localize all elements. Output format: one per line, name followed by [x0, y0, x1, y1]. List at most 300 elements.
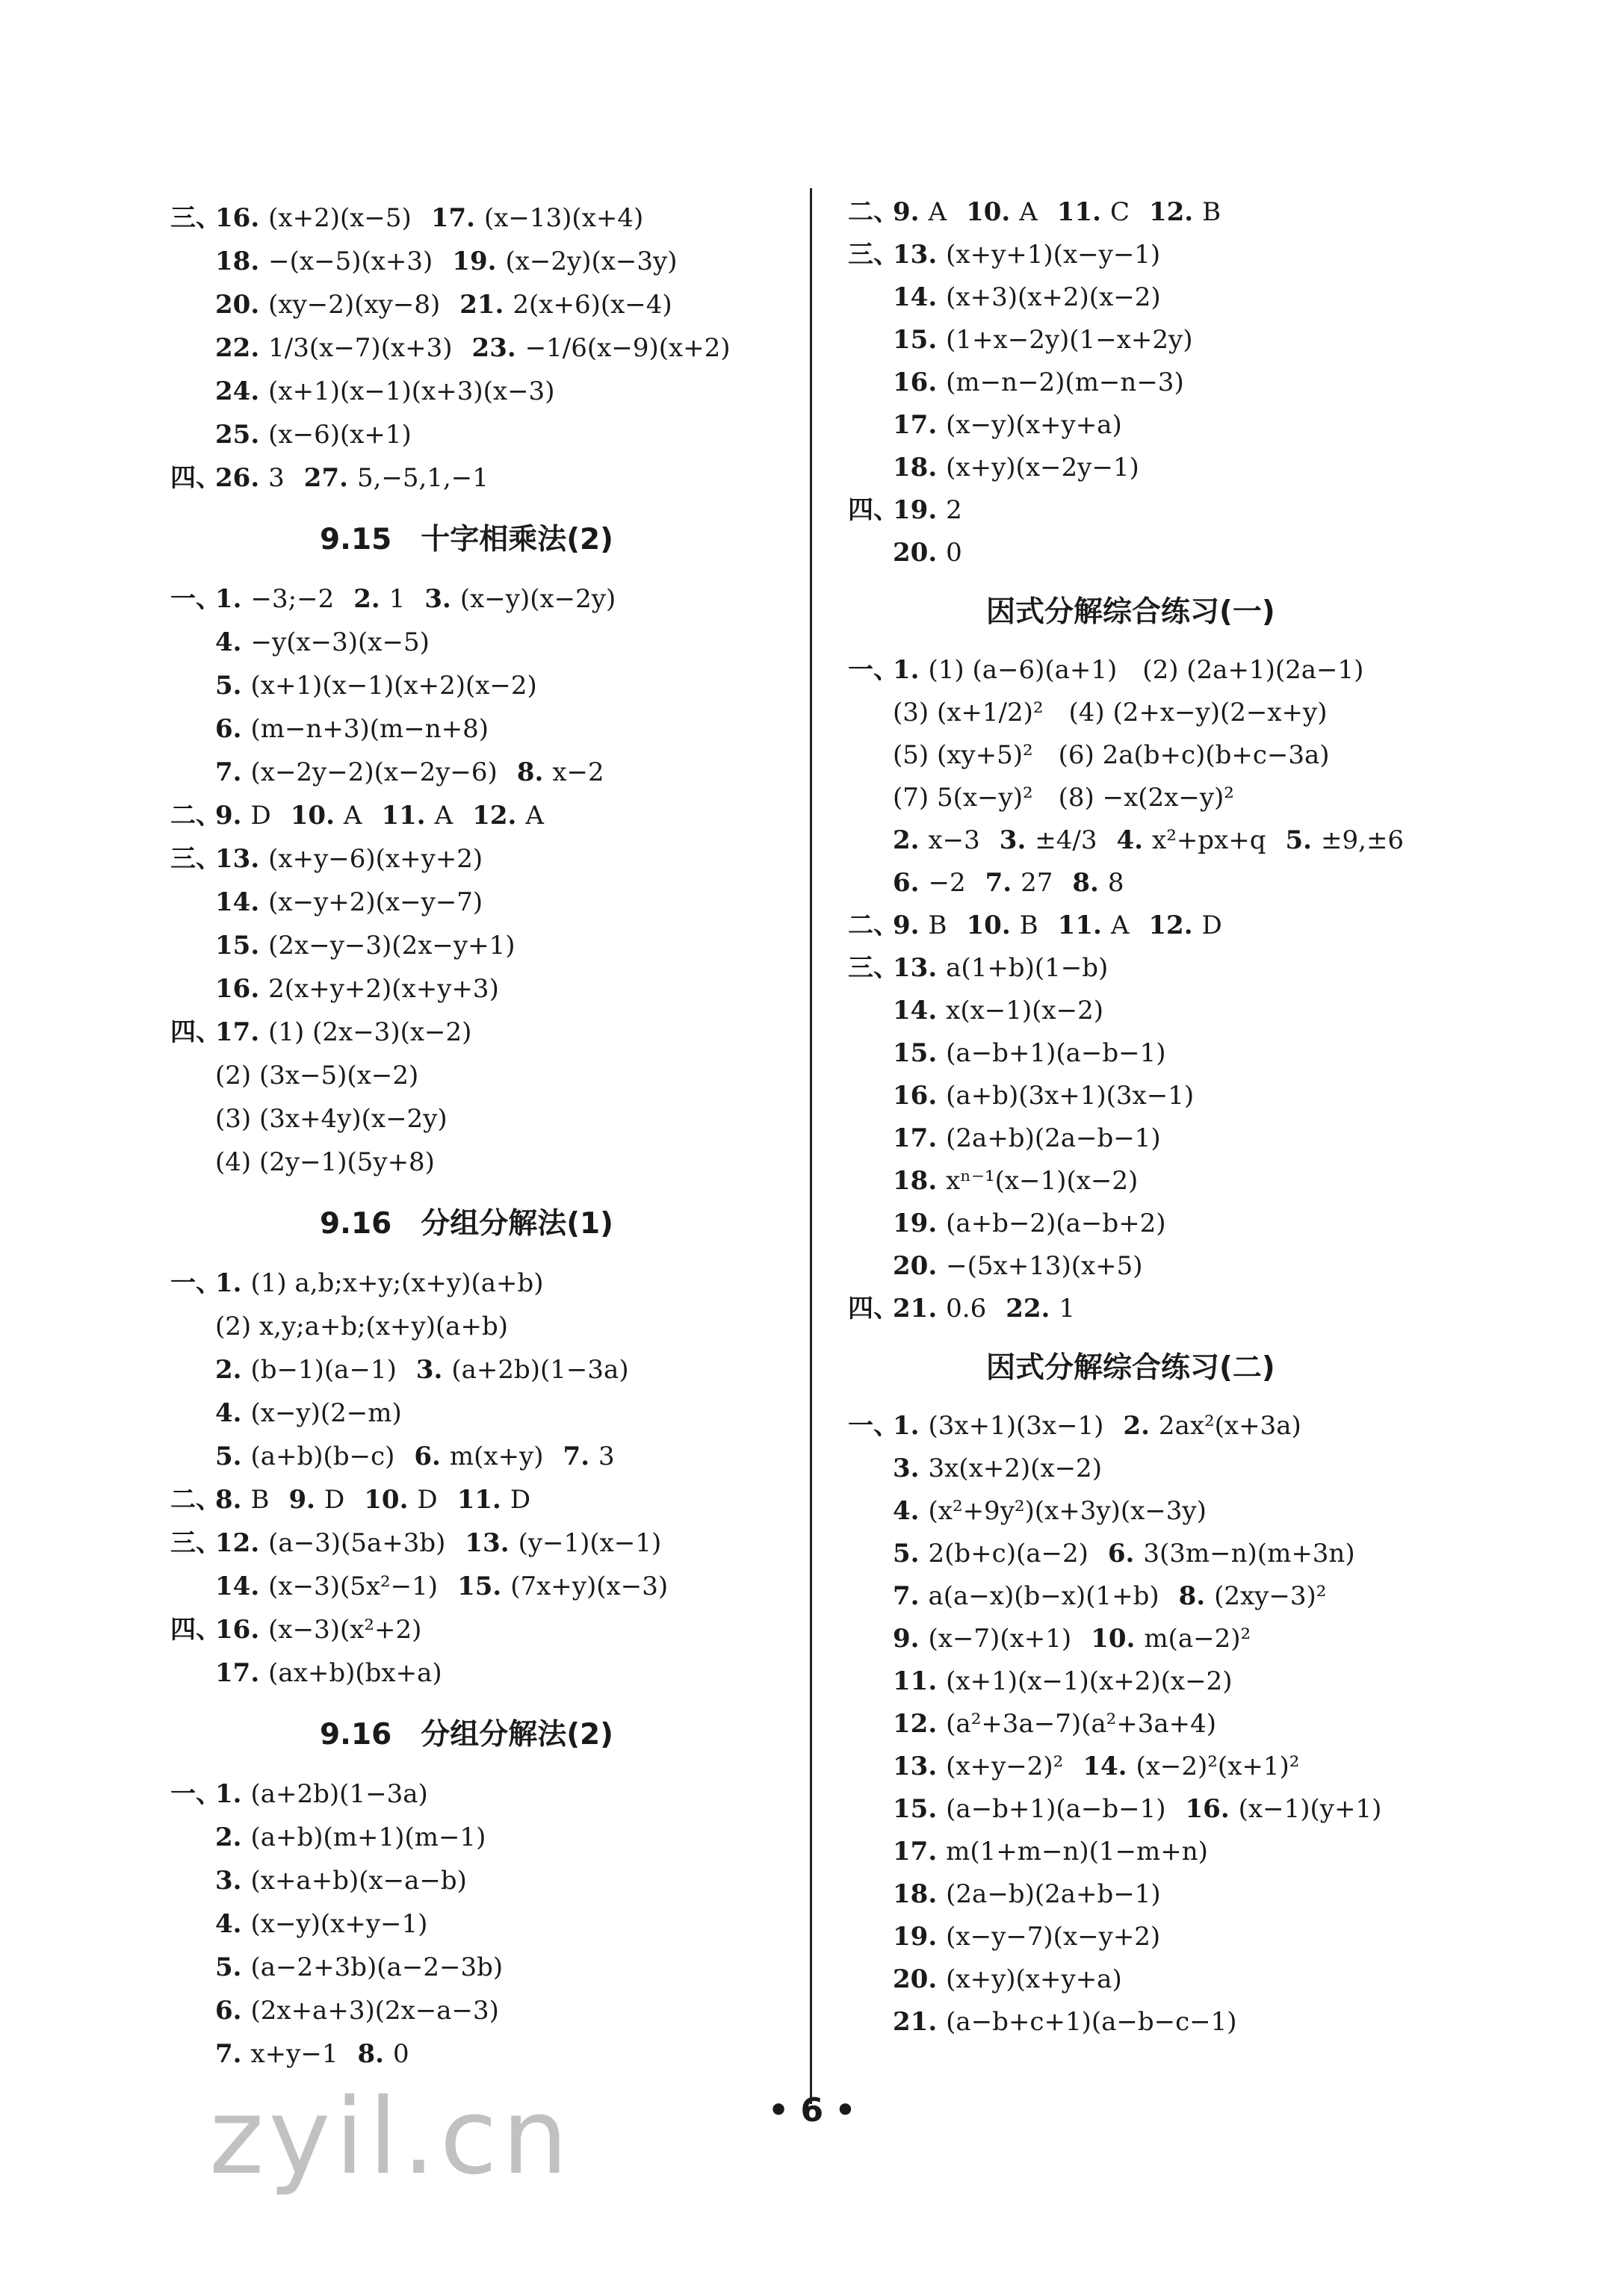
- answer-item: [893, 1166, 1138, 1196]
- answer-line: [170, 202, 643, 235]
- question-number: 11.: [1056, 197, 1101, 227]
- part-label: 一、: [170, 584, 221, 614]
- answer-line: [170, 1821, 486, 1854]
- question-number: 8.: [1178, 1581, 1206, 1611]
- question-number: 8.: [215, 1485, 242, 1515]
- answer-line: [170, 1994, 499, 2027]
- answer-text: (3) (3x+4y)(x−2y): [215, 1104, 448, 1134]
- question-number: 17.: [215, 1658, 260, 1688]
- question-number: 9.: [893, 1624, 920, 1654]
- answer-item: [966, 197, 1038, 227]
- answer-line: [170, 1613, 421, 1646]
- answer-line: [848, 1495, 1207, 1527]
- answer-text: (a+b−2)(a−b+2): [946, 1208, 1166, 1238]
- question-number: 4.: [1116, 825, 1144, 855]
- answer-text: 3(3m−n)(m+3n): [1143, 1539, 1355, 1569]
- question-number: 9.: [893, 197, 920, 227]
- question-number: 18.: [215, 246, 260, 276]
- answer-item: [215, 1996, 499, 2026]
- answer-item: [893, 868, 966, 898]
- question-number: 3.: [893, 1453, 920, 1483]
- answer-line: [848, 654, 1363, 686]
- answer-line: [170, 418, 412, 451]
- answer-line: [170, 1102, 448, 1135]
- answer-text: (x+1)(x−1)(x+2)(x−2): [250, 671, 537, 701]
- answer-text: 2: [946, 495, 962, 525]
- answer-text: (3) (x+1/2)² (4) (2+x−y)(2−x+y): [893, 698, 1328, 727]
- answer-text: (3x+1)(3x−1): [928, 1411, 1104, 1441]
- answer-text: A: [1019, 197, 1038, 227]
- answer-text: (2) x,y;a+b;(x+y)(a+b): [215, 1312, 509, 1341]
- answer-item: [215, 1398, 402, 1428]
- question-number: 16.: [1185, 1794, 1230, 1824]
- section-heading: 因式分解综合练习(一): [986, 595, 1275, 629]
- question-number: 4.: [215, 1909, 242, 1939]
- answer-line: [170, 756, 604, 789]
- part-label: 四、: [170, 463, 221, 493]
- question-number: 6.: [1107, 1539, 1135, 1569]
- answer-text: (x+y−2)²: [946, 1752, 1064, 1781]
- answer-item: [893, 453, 1139, 483]
- answer-text: x−2: [552, 757, 604, 787]
- answer-text: A: [343, 801, 362, 831]
- answer-text: (a+2b)(1−3a): [451, 1355, 629, 1385]
- answer-text: (a−b+c+1)(a−b−c−1): [946, 2007, 1237, 2037]
- answer-line: [848, 866, 1124, 899]
- question-number: 4.: [215, 627, 242, 657]
- answer-text: −(5x+13)(x+5): [946, 1251, 1143, 1281]
- part-label: 一、: [170, 1268, 221, 1298]
- answer-text: B: [1202, 197, 1221, 227]
- answer-text: (x−y)(x−2y): [459, 584, 616, 614]
- question-number: 8.: [357, 2039, 384, 2069]
- answer-line: [848, 1452, 1102, 1485]
- answer-text: (a+b)(b−c): [250, 1442, 395, 1471]
- answer-text: (b−1)(a−1): [250, 1355, 397, 1385]
- part-label: 二、: [170, 801, 221, 831]
- answer-item: [215, 1658, 442, 1688]
- question-number: 17.: [893, 1837, 938, 1867]
- answer-item: [517, 757, 604, 787]
- answer-text: (x−2y−2)(x−2y−6): [250, 757, 498, 787]
- question-number: 26.: [215, 463, 260, 493]
- answer-line: [170, 462, 489, 494]
- question-number: 10.: [966, 910, 1011, 940]
- answer-text: A: [1110, 910, 1130, 940]
- answer-line: [170, 2038, 409, 2070]
- answer-text: 1/3(x−7)(x+3): [268, 333, 453, 363]
- watermark: zyil.cn: [209, 2076, 573, 2198]
- part-label: 四、: [848, 1294, 899, 1324]
- answer-item: [416, 1355, 629, 1385]
- answer-line: [848, 238, 1160, 271]
- answer-text: m(1+m−n)(1−m+n): [946, 1837, 1208, 1867]
- answer-line: [170, 1951, 503, 1984]
- answer-text: A: [928, 197, 947, 227]
- answer-item: [893, 1666, 1232, 1696]
- answer-item: [472, 333, 731, 363]
- answer-line: [848, 1835, 1208, 1868]
- answer-line: [170, 245, 678, 278]
- answer-text: (x−y−7)(x−y+2): [946, 1922, 1161, 1952]
- question-number: 13.: [215, 844, 260, 874]
- answer-item: [358, 2039, 409, 2069]
- answer-text: (7x+y)(x−3): [510, 1571, 669, 1601]
- answer-line: [170, 1483, 530, 1516]
- answer-item: [215, 203, 412, 233]
- answer-text: (m−n−2)(m−n−3): [946, 367, 1184, 397]
- question-number: 15.: [457, 1571, 502, 1601]
- answer-line: [170, 1864, 467, 1897]
- answer-item: [1000, 825, 1097, 855]
- answer-item: [1057, 197, 1130, 227]
- answer-text: (x−y)(x+y+a): [946, 410, 1122, 440]
- question-number: 17.: [893, 1123, 938, 1153]
- answer-item: [215, 290, 440, 320]
- question-number: 20.: [893, 538, 938, 568]
- answer-text: (x+3)(x+2)(x−2): [946, 282, 1161, 312]
- answer-line: [170, 1527, 661, 1560]
- part-label: 二、: [848, 910, 899, 940]
- answer-text: (x+y+1)(x−y−1): [946, 240, 1161, 270]
- question-number: 15.: [215, 931, 260, 961]
- answer-text: (1+x−2y)(1−x+2y): [946, 325, 1193, 355]
- answer-line: [848, 1037, 1166, 1070]
- answer-item: [563, 1442, 615, 1471]
- answer-line: [170, 1016, 471, 1049]
- part-label: 三、: [170, 203, 221, 233]
- answer-item: [215, 1909, 427, 1939]
- answer-line: [848, 1292, 1075, 1325]
- question-number: 1.: [215, 1268, 242, 1298]
- answer-text: 2(b+c)(a−2): [928, 1539, 1089, 1569]
- answer-line: [170, 1657, 442, 1690]
- question-number: 19.: [452, 246, 497, 276]
- answer-text: −y(x−3)(x−5): [250, 627, 430, 657]
- answer-item: [414, 1442, 543, 1471]
- question-number: 11.: [893, 1666, 938, 1696]
- answer-text: 2ax²(x+3a): [1158, 1411, 1301, 1441]
- question-number: 16.: [215, 974, 260, 1004]
- answer-line: [170, 332, 731, 364]
- answer-item: [893, 953, 1108, 983]
- answer-item: [1186, 1794, 1382, 1824]
- answer-item: [215, 1355, 397, 1385]
- question-number: 27.: [303, 463, 348, 493]
- answer-text: (a−b+1)(a−b−1): [946, 1794, 1166, 1824]
- part-label: 二、: [170, 1485, 221, 1515]
- question-number: 2.: [893, 825, 920, 855]
- answer-item: [1286, 825, 1405, 855]
- answer-item: [215, 714, 489, 744]
- answer-text: (a−3)(5a+3b): [268, 1528, 446, 1558]
- answer-item: [893, 1794, 1166, 1824]
- question-number: 13.: [893, 953, 938, 983]
- answer-text: (2a−b)(2a+b−1): [946, 1879, 1161, 1909]
- question-number: 17.: [430, 203, 475, 233]
- answer-text: (a+2b)(1−3a): [250, 1779, 428, 1809]
- answer-item: [431, 203, 643, 233]
- answer-item: [1091, 1624, 1251, 1654]
- answer-text: (m−n+3)(m−n+8): [250, 714, 489, 744]
- question-number: 8.: [516, 757, 544, 787]
- answer-line: [848, 1164, 1138, 1197]
- question-number: 13.: [893, 1752, 938, 1781]
- answer-text: (x−3)(x²+2): [268, 1615, 422, 1645]
- question-number: 15.: [893, 1038, 938, 1068]
- question-number: 14.: [893, 282, 938, 312]
- question-number: 10.: [290, 801, 335, 831]
- answer-text: x−3: [928, 825, 980, 855]
- answer-text: B: [250, 1485, 270, 1515]
- answer-text: m(x+y): [449, 1442, 544, 1471]
- answer-item: [215, 1312, 508, 1341]
- answer-text: (x−6)(x+1): [268, 420, 412, 450]
- answer-text: (4) (2y−1)(5y+8): [215, 1147, 435, 1177]
- answer-item: [893, 1922, 1160, 1952]
- answer-line: [848, 1622, 1251, 1655]
- section-heading: 9.16 分组分解法(2): [320, 1718, 614, 1752]
- answer-line: [848, 366, 1184, 399]
- answer-text: (x−1)(y+1): [1238, 1794, 1382, 1824]
- question-number: 18.: [893, 1166, 938, 1196]
- answer-item: [1117, 825, 1266, 855]
- question-number: 9.: [288, 1485, 315, 1515]
- answer-item: [215, 887, 483, 917]
- answer-item: [1123, 1411, 1301, 1441]
- answer-text: −3;−2: [250, 584, 335, 614]
- part-label: 三、: [848, 953, 899, 983]
- answer-item: [893, 1038, 1166, 1068]
- answer-item: [893, 1453, 1102, 1483]
- answer-item: [893, 1539, 1089, 1569]
- answer-item: [215, 1528, 445, 1558]
- answer-item: [291, 801, 362, 831]
- answer-item: [215, 1017, 471, 1047]
- answer-text: 5,−5,1,−1: [356, 463, 489, 493]
- answer-item: [215, 376, 554, 406]
- answer-item: [215, 1104, 448, 1134]
- answer-line: [170, 713, 489, 745]
- answer-item: [465, 1528, 661, 1558]
- answer-item: [1179, 1581, 1327, 1611]
- question-number: 18.: [893, 1879, 938, 1909]
- answer-item: [893, 367, 1184, 397]
- answer-item: [893, 740, 1330, 770]
- question-number: 14.: [215, 1571, 260, 1601]
- answer-item: [893, 495, 962, 525]
- answer-item: [1072, 868, 1124, 898]
- question-number: 12.: [1148, 910, 1193, 940]
- answer-line: [848, 1537, 1355, 1570]
- question-number: 1.: [215, 584, 242, 614]
- answer-item: [215, 463, 285, 493]
- answer-item: [1058, 910, 1130, 940]
- answer-text: x(x−1)(x−2): [946, 996, 1103, 1026]
- answer-line: [170, 669, 537, 702]
- answer-line: [848, 1920, 1160, 1953]
- question-number: 11.: [381, 801, 426, 831]
- answer-line: [848, 1963, 1122, 1996]
- answer-item: [215, 1866, 467, 1896]
- answer-text: x²+px+q: [1152, 825, 1266, 855]
- question-number: 15.: [893, 1794, 938, 1824]
- section-heading: 因式分解综合练习(二): [986, 1351, 1275, 1385]
- part-label: 三、: [848, 240, 899, 270]
- question-number: 6.: [215, 714, 242, 744]
- question-number: 11.: [1057, 910, 1102, 940]
- answer-text: (1) (2x−3)(x−2): [268, 1017, 472, 1047]
- question-number: 18.: [893, 453, 938, 483]
- answer-line: [170, 843, 483, 875]
- question-number: 13.: [893, 240, 938, 270]
- question-number: 3.: [415, 1355, 443, 1385]
- section-heading: 9.15 十字相乘法(2): [320, 523, 614, 556]
- answer-text: B: [928, 910, 947, 940]
- question-number: 9.: [893, 910, 920, 940]
- answer-item: [893, 1081, 1194, 1111]
- answer-item: [893, 1964, 1122, 1994]
- question-number: 24.: [215, 376, 260, 406]
- answer-item: [215, 931, 515, 961]
- part-label: 四、: [170, 1017, 221, 1047]
- answer-item: [289, 1485, 345, 1515]
- question-number: 11.: [456, 1485, 501, 1515]
- section-heading: 9.16 分组分解法(1): [320, 1207, 614, 1241]
- answer-item: [457, 1571, 668, 1601]
- answer-line: [848, 281, 1161, 314]
- question-number: 5.: [215, 1442, 242, 1471]
- part-label: 四、: [170, 1615, 221, 1645]
- answer-text: A: [434, 801, 453, 831]
- answer-item: [1148, 910, 1221, 940]
- answer-line: [848, 1079, 1194, 1112]
- answer-text: D: [324, 1485, 345, 1515]
- answer-line: [848, 1207, 1166, 1240]
- answer-text: (x+y)(x+y+a): [946, 1964, 1122, 1994]
- question-number: 12.: [472, 801, 517, 831]
- answer-line: [848, 1878, 1161, 1911]
- answer-item: [381, 801, 453, 831]
- answer-item: [893, 240, 1160, 270]
- answer-line: [848, 1750, 1299, 1783]
- question-number: 16.: [215, 1615, 260, 1645]
- part-label: 四、: [848, 495, 899, 525]
- answer-item: [893, 825, 980, 855]
- answer-item: [893, 1123, 1161, 1153]
- answer-line: [170, 1908, 427, 1940]
- answer-line: [848, 1707, 1216, 1740]
- answer-line: [170, 1267, 544, 1300]
- answer-line: [848, 1793, 1381, 1825]
- answer-item: [215, 1061, 418, 1090]
- answer-text: (1) a,b;x+y;(x+y)(a+b): [250, 1268, 544, 1298]
- answer-text: (x+y)(x−2y−1): [946, 453, 1139, 483]
- answer-text: (a+b)(3x+1)(3x−1): [946, 1081, 1195, 1111]
- answer-text: 0.6: [946, 1294, 987, 1324]
- answer-text: −1/6(x−9)(x+2): [524, 333, 731, 363]
- answer-text: xⁿ⁻¹(x−1)(x−2): [946, 1166, 1139, 1196]
- part-label: 一、: [170, 1779, 221, 1809]
- answer-item: [215, 627, 430, 657]
- answer-item: [893, 1411, 1103, 1441]
- question-number: 20.: [893, 1964, 938, 1994]
- question-number: 21.: [893, 2007, 938, 2037]
- answer-text: (ax+b)(bx+a): [268, 1658, 442, 1688]
- answer-text: C: [1109, 197, 1130, 227]
- answer-item: [893, 1294, 986, 1324]
- question-number: 14.: [1083, 1752, 1127, 1781]
- answer-line: [848, 409, 1122, 441]
- answer-text: (xy−2)(xy−8): [268, 290, 441, 320]
- answer-line: [170, 626, 430, 659]
- answer-text: (y−1)(x−1): [518, 1528, 662, 1558]
- question-number: 2.: [215, 1355, 242, 1385]
- answer-item: [893, 1581, 1159, 1611]
- part-label: 三、: [170, 1528, 221, 1558]
- answer-text: (a−b+1)(a−b−1): [946, 1038, 1166, 1068]
- question-number: 14.: [893, 996, 938, 1026]
- question-number: 22.: [1006, 1294, 1050, 1324]
- question-number: 6.: [893, 868, 920, 898]
- answer-text: 1: [388, 584, 406, 614]
- answer-line: [848, 952, 1108, 984]
- answer-item: [304, 463, 489, 493]
- question-number: 5.: [1285, 825, 1313, 855]
- question-number: 15.: [893, 325, 938, 355]
- answer-item: [967, 910, 1038, 940]
- answer-line: [848, 696, 1328, 729]
- answer-item: [893, 2007, 1237, 2037]
- answer-text: 8: [1107, 868, 1124, 898]
- answer-line: [170, 1146, 435, 1179]
- answer-text: A: [525, 801, 544, 831]
- answer-line: [848, 1250, 1143, 1282]
- answer-item: [1149, 197, 1221, 227]
- question-number: 19.: [893, 495, 938, 525]
- answer-text: D: [417, 1485, 438, 1515]
- question-number: 3.: [215, 1866, 242, 1896]
- answer-text: D: [510, 1485, 531, 1515]
- answer-item: [1083, 1752, 1299, 1781]
- answer-item: [215, 1779, 428, 1809]
- question-number: 7.: [985, 868, 1012, 898]
- answer-line: [170, 288, 672, 321]
- question-number: 10.: [364, 1485, 409, 1515]
- answer-text: D: [1201, 910, 1222, 940]
- answer-line: [848, 994, 1103, 1027]
- question-number: 7.: [893, 1581, 920, 1611]
- answer-text: −(x−5)(x+3): [268, 246, 433, 276]
- question-number: 3.: [999, 825, 1027, 855]
- answer-item: [893, 538, 962, 568]
- answer-text: (x+2)(x−5): [268, 203, 412, 233]
- column-divider: [810, 188, 812, 2104]
- answer-text: (x+1)(x−1)(x+3)(x−3): [268, 376, 555, 406]
- answer-text: B: [1019, 910, 1038, 940]
- answer-line: [848, 196, 1221, 229]
- answer-item: [215, 246, 433, 276]
- answer-item: [893, 282, 1161, 312]
- question-number: 14.: [215, 887, 260, 917]
- question-number: 21.: [459, 290, 504, 320]
- answer-item: [893, 783, 1234, 813]
- question-number: 7.: [563, 1442, 590, 1471]
- answer-item: [215, 757, 498, 787]
- answer-text: (2a+b)(2a−b−1): [946, 1123, 1161, 1153]
- answer-text: 2(x+y+2)(x+y+3): [268, 974, 499, 1004]
- answer-line: [848, 494, 962, 527]
